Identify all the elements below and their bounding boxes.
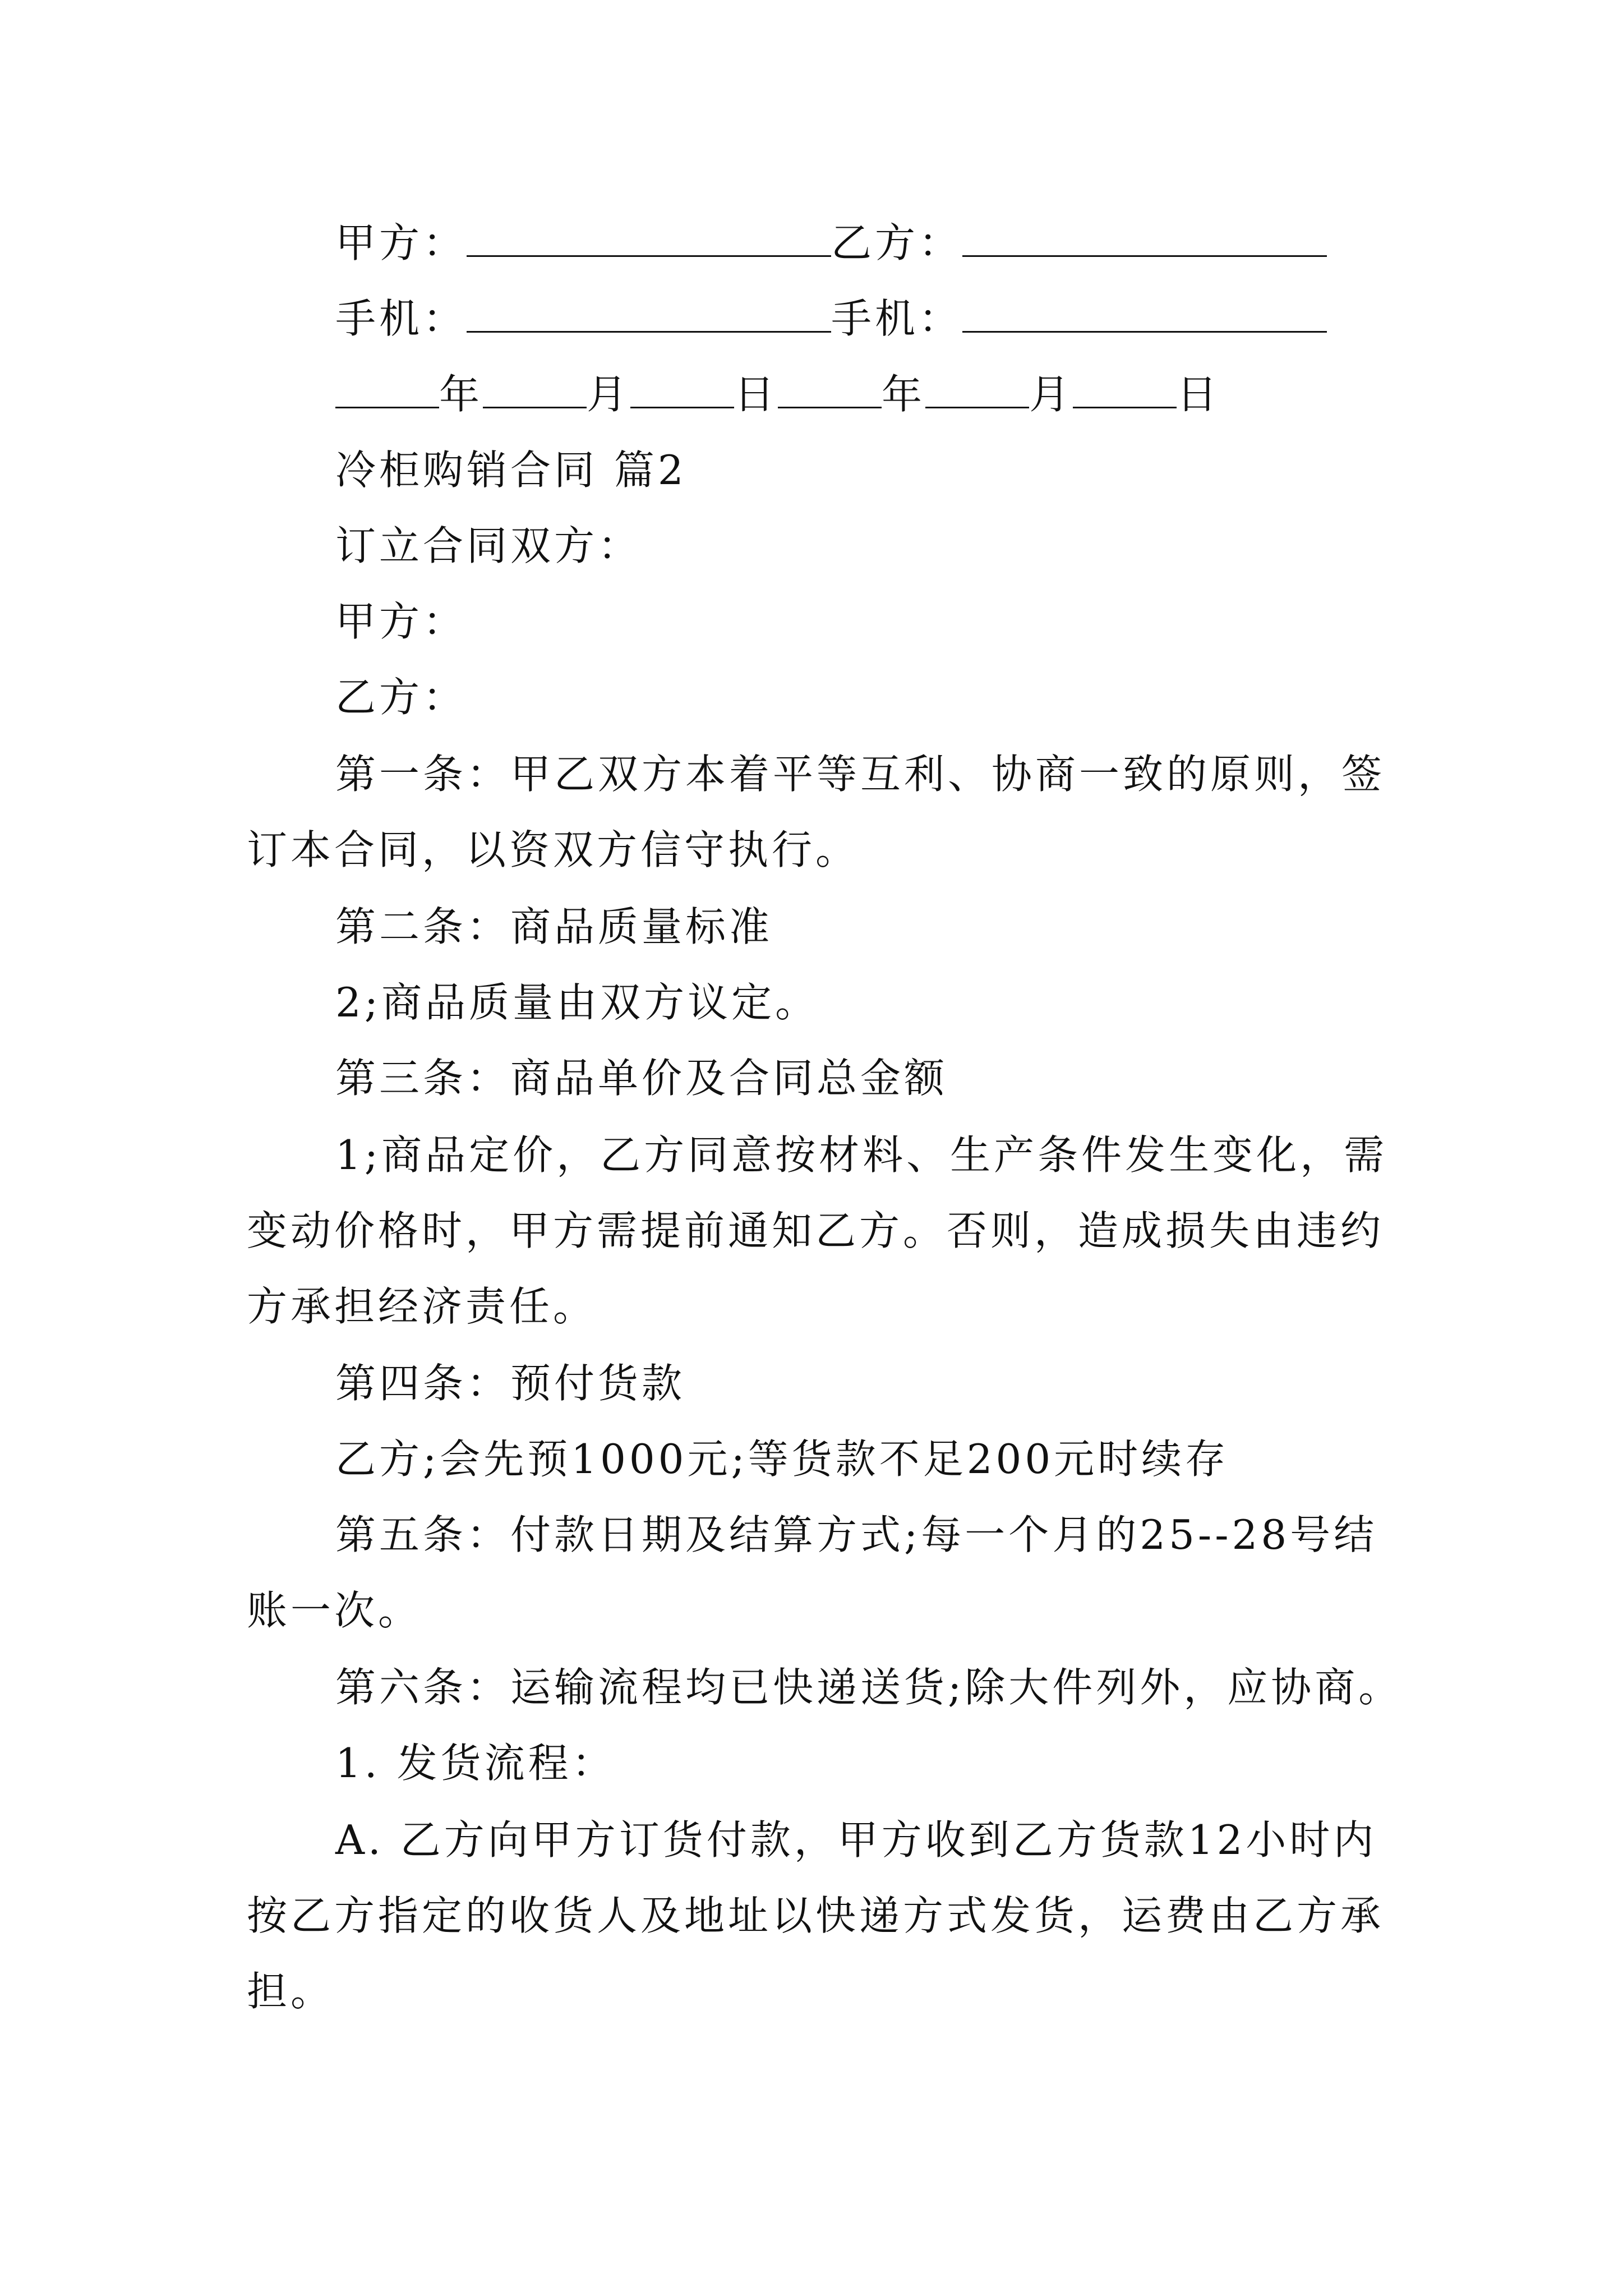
month-b-label: 月: [1029, 371, 1073, 418]
party-a-phone-blank: [467, 292, 831, 333]
shipping-flow-a-line-3: 担。: [247, 1968, 335, 2015]
party-b-signature-label: 乙方：: [831, 219, 963, 266]
month-b-blank: [925, 367, 1029, 408]
article-2-item: 2;商品质量由双方议定。: [335, 979, 819, 1026]
parties-heading: 订立合同双方：: [335, 522, 642, 569]
signature-party-row: [335, 216, 1327, 268]
article-5-line-2: 账一次。: [247, 1587, 422, 1634]
signature-phone-row: [335, 292, 1327, 344]
day-b-label: 日: [1177, 371, 1221, 418]
party-a-signature-label: 甲方：: [335, 219, 467, 266]
year-a-label: 年: [439, 371, 483, 418]
article-3-line-1: 1;商品定价，乙方同意按材料、生产条件发生变化，需: [335, 1131, 1388, 1179]
year-b-blank: [778, 367, 882, 408]
party-a-signature-blank: [467, 216, 831, 257]
shipping-flow-heading: 1. 发货流程：: [335, 1740, 616, 1787]
year-a-blank: [335, 367, 439, 408]
article-4-item: 乙方;会先预1000元;等货款不足200元时续存: [335, 1435, 1229, 1483]
article-4-heading: 第四条：预付货款: [335, 1360, 686, 1407]
article-5-line-1: 第五条：付款日期及结算方式;每一个月的25--28号结: [335, 1511, 1378, 1558]
party-b-phone-blank: [962, 292, 1327, 333]
day-a-blank: [630, 367, 734, 408]
party-b-phone-label: 手机：: [831, 295, 963, 342]
month-a-blank: [483, 367, 587, 408]
article-3-line-2: 变动价格时，甲方需提前通知乙方。否则，造成损失由违约: [247, 1207, 1385, 1254]
article-3-heading: 第三条：商品单价及合同总金额: [335, 1055, 948, 1102]
contract-title: 冷柜购销合同 篇2: [335, 447, 687, 494]
article-1-line-2: 订本合同，以资双方信守执行。: [247, 826, 860, 873]
month-a-label: 月: [587, 371, 631, 418]
day-a-label: 日: [734, 371, 778, 418]
year-b-label: 年: [882, 371, 926, 418]
shipping-flow-a-line-1: A. 乙方向甲方订货付款，甲方收到乙方货款12小时内: [335, 1816, 1377, 1864]
signature-date-row: [335, 367, 1220, 420]
article-1-line-1: 第一条：甲乙双方本着平等互利、协商一致的原则，签: [335, 751, 1386, 798]
party-b-line: 乙方：: [335, 674, 467, 721]
party-b-signature-blank: [962, 216, 1327, 257]
article-6-heading: 第六条：运输流程均已快递送货;除大件列外，应协商。: [335, 1664, 1403, 1711]
day-b-blank: [1073, 367, 1177, 408]
article-3-line-3: 方承担经济责任。: [247, 1283, 597, 1330]
party-a-phone-label: 手机：: [335, 295, 467, 342]
shipping-flow-a-line-2: 按乙方指定的收货人及地址以快递方式发货，运费由乙方承: [247, 1892, 1385, 1939]
article-2-heading: 第二条：商品质量标准: [335, 903, 773, 950]
party-a-line: 甲方：: [335, 598, 467, 645]
